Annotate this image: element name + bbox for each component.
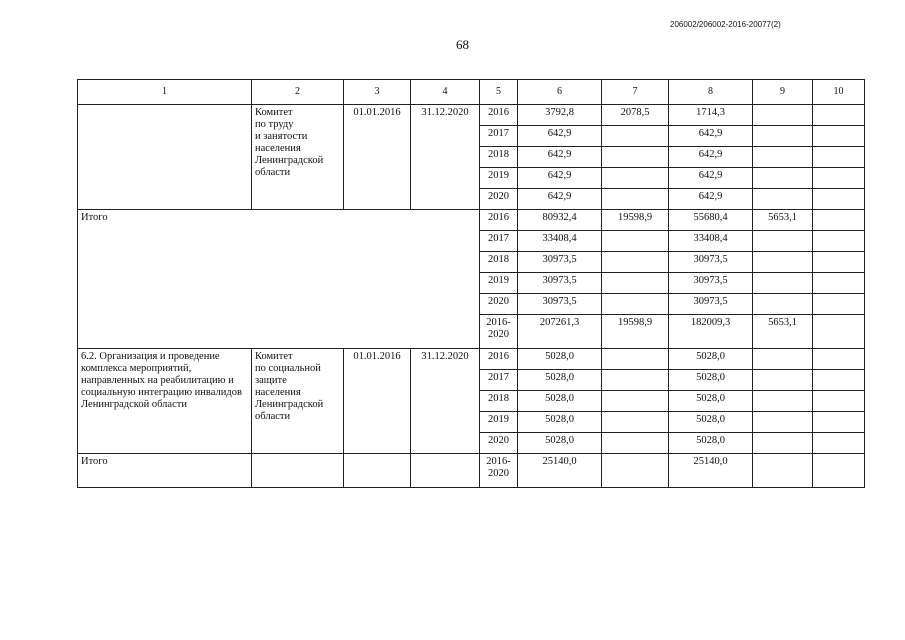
- value-cell: [753, 294, 813, 315]
- value-cell: [813, 126, 865, 147]
- year-cell: 2020: [480, 189, 518, 210]
- year-cell: 2019: [480, 273, 518, 294]
- value-cell: 642,9: [518, 168, 602, 189]
- value-cell: 30973,5: [669, 294, 753, 315]
- value-cell: 1714,3: [669, 105, 753, 126]
- value-cell: 5028,0: [518, 370, 602, 391]
- value-cell: 642,9: [669, 189, 753, 210]
- value-cell: 2078,5: [602, 105, 669, 126]
- value-cell: 5028,0: [518, 349, 602, 370]
- year-cell: 2020: [480, 433, 518, 454]
- page-number: 68: [456, 37, 469, 52]
- value-cell: [602, 273, 669, 294]
- value-cell: 5028,0: [518, 412, 602, 433]
- value-cell: [602, 349, 669, 370]
- value-cell: 5028,0: [669, 412, 753, 433]
- value-cell: [753, 189, 813, 210]
- value-cell: [602, 147, 669, 168]
- header-row: [78, 80, 865, 105]
- value-cell: 25140,0: [518, 454, 602, 488]
- year-cell: 2019: [480, 168, 518, 189]
- column-header: 2: [252, 80, 344, 105]
- value-cell: 30973,5: [518, 273, 602, 294]
- value-cell: [813, 252, 865, 273]
- value-cell: [753, 126, 813, 147]
- value-cell: 182009,3: [669, 315, 753, 349]
- value-cell: 5028,0: [518, 391, 602, 412]
- value-cell: 19598,9: [602, 210, 669, 231]
- value-cell: [602, 391, 669, 412]
- value-cell: [813, 349, 865, 370]
- value-cell: 642,9: [669, 168, 753, 189]
- value-cell: 5028,0: [669, 391, 753, 412]
- column-header: 6: [518, 80, 602, 105]
- value-cell: 55680,4: [669, 210, 753, 231]
- start-date-cell: 01.01.2016: [344, 105, 411, 210]
- value-cell: [813, 391, 865, 412]
- column-header: 7: [602, 80, 669, 105]
- value-cell: [813, 147, 865, 168]
- value-cell: 5028,0: [518, 433, 602, 454]
- value-cell: 642,9: [518, 147, 602, 168]
- value-cell: 5653,1: [753, 315, 813, 349]
- value-cell: [753, 433, 813, 454]
- table-row: [78, 105, 865, 126]
- value-cell: [813, 168, 865, 189]
- start-date-cell: [344, 454, 411, 488]
- column-header: 1: [78, 80, 252, 105]
- total-label-cell: Итого: [78, 454, 252, 488]
- value-cell: [813, 273, 865, 294]
- year-cell: 2018: [480, 147, 518, 168]
- year-cell: 2017: [480, 231, 518, 252]
- value-cell: [602, 454, 669, 488]
- executor-cell: Комитет по труду и занятости населения Ленинградской области: [252, 105, 344, 210]
- value-cell: 642,9: [518, 126, 602, 147]
- value-cell: [602, 412, 669, 433]
- value-cell: [813, 454, 865, 488]
- value-cell: [602, 126, 669, 147]
- value-cell: [753, 105, 813, 126]
- table-row: [78, 210, 865, 231]
- value-cell: 3792,8: [518, 105, 602, 126]
- column-header: 4: [411, 80, 480, 105]
- value-cell: [602, 370, 669, 391]
- executor-cell: Комитет по социальной защите населения Ленинградской области: [252, 349, 344, 454]
- value-cell: 207261,3: [518, 315, 602, 349]
- value-cell: 30973,5: [518, 294, 602, 315]
- value-cell: [813, 105, 865, 126]
- value-cell: [753, 168, 813, 189]
- value-cell: 30973,5: [669, 273, 753, 294]
- column-header: 3: [344, 80, 411, 105]
- executor-cell: [252, 454, 344, 488]
- column-header: 5: [480, 80, 518, 105]
- value-cell: 5653,1: [753, 210, 813, 231]
- value-cell: [753, 252, 813, 273]
- value-cell: [602, 294, 669, 315]
- value-cell: 642,9: [669, 126, 753, 147]
- value-cell: [753, 391, 813, 412]
- value-cell: 33408,4: [669, 231, 753, 252]
- year-cell: 2016- 2020: [480, 315, 518, 349]
- measure-name-cell: [78, 105, 252, 210]
- value-cell: [602, 433, 669, 454]
- measure-name-cell: 6.2. Организация и проведение комплекса мероприятий, направленных на реабилитацию и социальную интеграцию инвалидов Ленинградской области: [78, 349, 252, 454]
- year-cell: 2017: [480, 370, 518, 391]
- value-cell: [753, 454, 813, 488]
- value-cell: [753, 349, 813, 370]
- column-header: 10: [813, 80, 865, 105]
- end-date-cell: 31.12.2020: [411, 349, 480, 454]
- value-cell: [813, 231, 865, 252]
- year-cell: 2020: [480, 294, 518, 315]
- value-cell: [753, 412, 813, 433]
- value-cell: [753, 370, 813, 391]
- end-date-cell: 31.12.2020: [411, 105, 480, 210]
- document-id: 206002/206002-2016-20077(2): [670, 20, 781, 29]
- year-cell: 2017: [480, 126, 518, 147]
- value-cell: 642,9: [518, 189, 602, 210]
- value-cell: [753, 147, 813, 168]
- value-cell: [813, 370, 865, 391]
- value-cell: [813, 412, 865, 433]
- value-cell: [602, 189, 669, 210]
- value-cell: [753, 273, 813, 294]
- value-cell: 642,9: [669, 147, 753, 168]
- value-cell: 5028,0: [669, 349, 753, 370]
- value-cell: [602, 252, 669, 273]
- value-cell: [813, 315, 865, 349]
- value-cell: 33408,4: [518, 231, 602, 252]
- total-label-cell: Итого: [78, 210, 480, 349]
- start-date-cell: 01.01.2016: [344, 349, 411, 454]
- value-cell: 30973,5: [518, 252, 602, 273]
- budget-table: [77, 79, 865, 488]
- value-cell: [813, 294, 865, 315]
- year-cell: 2016: [480, 349, 518, 370]
- year-cell: 2018: [480, 252, 518, 273]
- value-cell: 80932,4: [518, 210, 602, 231]
- value-cell: [602, 231, 669, 252]
- end-date-cell: [411, 454, 480, 488]
- year-cell: 2018: [480, 391, 518, 412]
- value-cell: [813, 210, 865, 231]
- value-cell: [813, 433, 865, 454]
- value-cell: 19598,9: [602, 315, 669, 349]
- value-cell: [813, 189, 865, 210]
- year-cell: 2016: [480, 105, 518, 126]
- column-header: 9: [753, 80, 813, 105]
- table-row: [78, 349, 865, 370]
- column-header: 8: [669, 80, 753, 105]
- year-cell: 2016- 2020: [480, 454, 518, 488]
- value-cell: [602, 168, 669, 189]
- value-cell: 5028,0: [669, 433, 753, 454]
- value-cell: 5028,0: [669, 370, 753, 391]
- value-cell: 25140,0: [669, 454, 753, 488]
- value-cell: 30973,5: [669, 252, 753, 273]
- year-cell: 2016: [480, 210, 518, 231]
- year-cell: 2019: [480, 412, 518, 433]
- table-row: [78, 454, 865, 488]
- value-cell: [753, 231, 813, 252]
